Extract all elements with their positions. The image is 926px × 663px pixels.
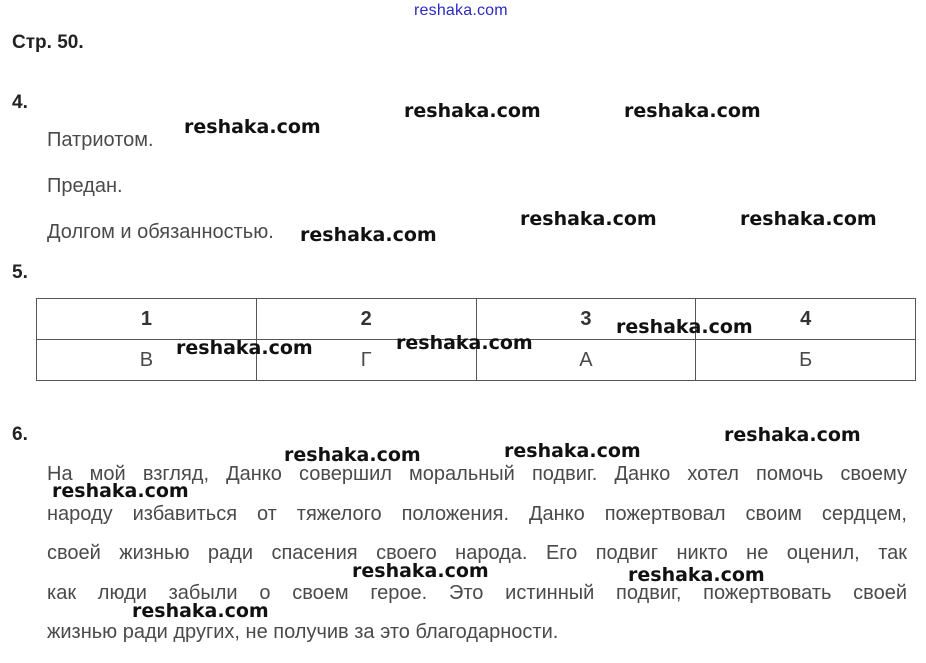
watermark: reshaka.com [300, 224, 437, 246]
q4-answer-3: Долгом и обязанностью. [47, 221, 274, 243]
table-cell: Г [256, 340, 476, 381]
watermark: reshaka.com [740, 208, 877, 230]
site-mark: reshaka.com [414, 2, 508, 19]
watermark: reshaka.com [132, 600, 269, 622]
page-title: Стр. 50. [12, 32, 84, 53]
paragraph-line: своей жизнью ради спасения своего народа. Его подвиг никто не оценил, так [47, 542, 907, 564]
q4-answer-1: Патриотом. [47, 129, 154, 151]
table-header-cell: 2 [256, 299, 476, 340]
table-cell: А [476, 340, 696, 381]
watermark: reshaka.com [284, 444, 421, 466]
question-5-number: 5. [12, 262, 28, 283]
paragraph-line: На мой взгляд, Данко совершил моральный подвиг. Данко хотел помочь своему [47, 463, 907, 485]
question-6-number: 6. [12, 424, 28, 445]
table-cell: Б [696, 340, 916, 381]
watermark: reshaka.com [520, 208, 657, 230]
paragraph-line: народу избавиться от тяжелого положения. Данко пожертвовал своим сердцем, [47, 502, 907, 525]
paragraph-line: жизнью ради других, не получив за это благодарности. [47, 621, 559, 643]
watermark: reshaka.com [404, 100, 541, 122]
watermark: reshaka.com [624, 100, 761, 122]
watermark: reshaka.com [504, 440, 641, 462]
q4-answer-2: Предан. [47, 175, 123, 197]
watermark: reshaka.com [616, 316, 753, 338]
table-header-cell: 1 [37, 299, 257, 340]
paragraph-line: как люди забыли о своем герое. Это истинный подвиг, пожертвовать своей [47, 581, 907, 604]
watermark: reshaka.com [628, 564, 765, 586]
watermark: reshaka.com [184, 116, 321, 138]
watermark: reshaka.com [176, 337, 313, 359]
watermark: reshaka.com [52, 480, 189, 502]
table-header-cell: 4 [696, 299, 916, 340]
watermark: reshaka.com [396, 332, 533, 354]
table-header-cell: 3 [476, 299, 696, 340]
watermark: reshaka.com [352, 560, 489, 582]
question-4-number: 4. [12, 92, 28, 113]
table-cell: В [37, 340, 257, 381]
watermark: reshaka.com [724, 424, 861, 446]
